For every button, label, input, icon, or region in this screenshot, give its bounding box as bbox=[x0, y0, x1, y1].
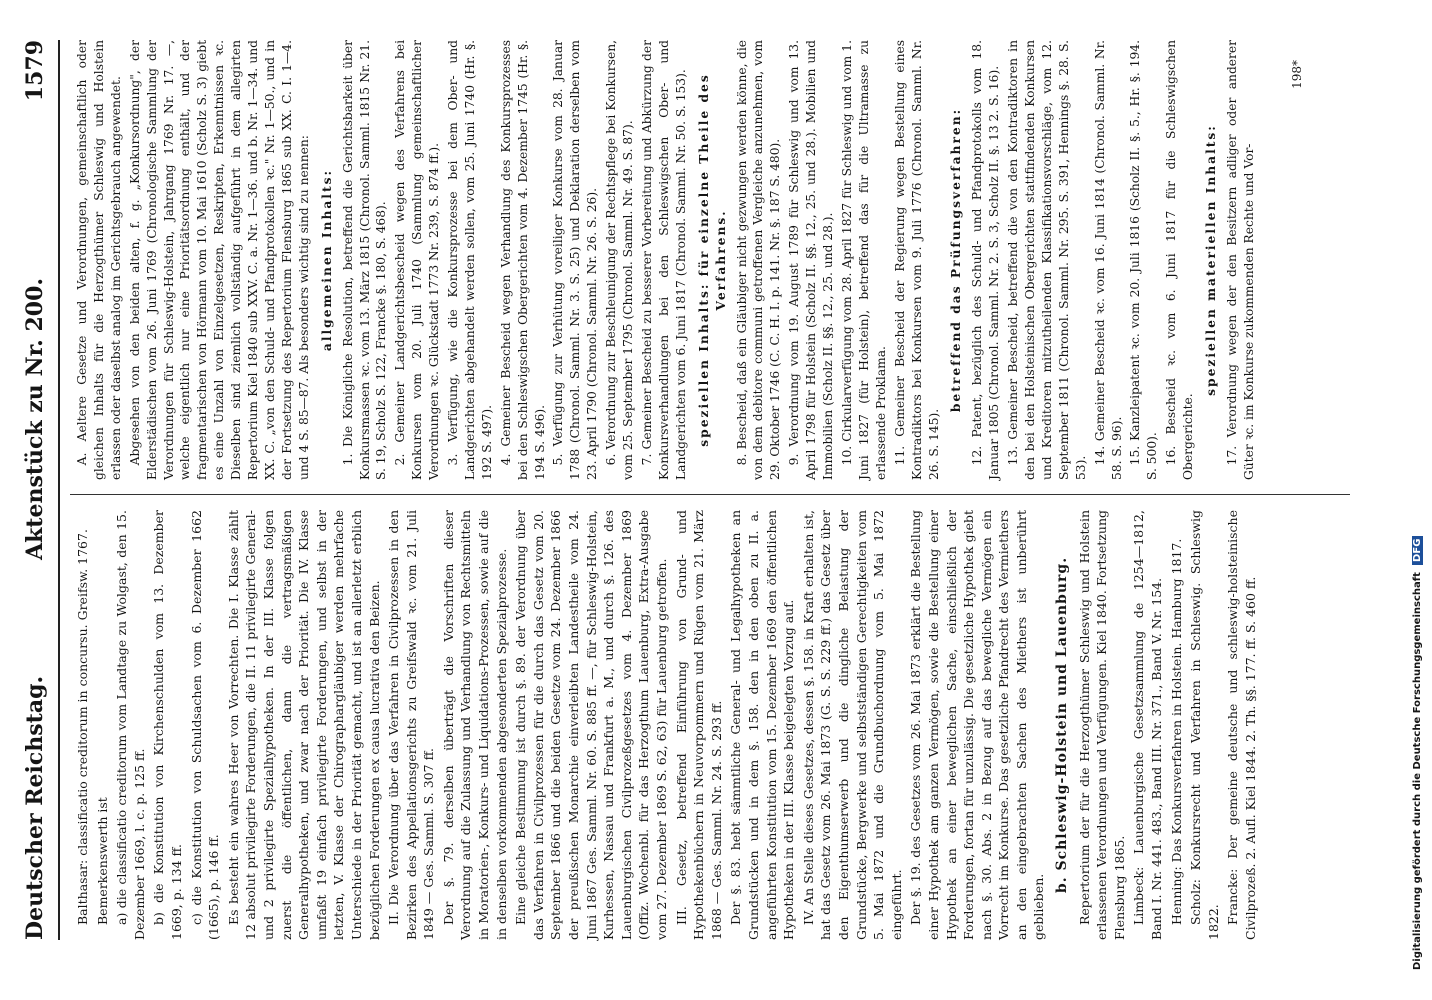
header-center: Aktenstück zu Nr. 200. bbox=[22, 277, 48, 560]
paragraph: Der §. 79. derselben überträgt die Vorschriften dieser Verordnung auf die Zulassung und Verhandlung von Rechtsmitteln in Moratorien-, Konkurs- und Liquidations-Prozessen, sowie auf die in denselben vorkommenden abgesonderten Spezialprozesse. bbox=[440, 510, 509, 940]
paragraph: 14. Gemeiner Bescheid ꝛc. vom 16. Juni 1814 (Chronol. Samml. Nr. 58. S. 96). bbox=[1092, 40, 1124, 480]
paragraph: a) die classificatio creditorum vom Landtage zu Wolgast, den 15. Dezember 1669, l. c. p. 125 ff. bbox=[114, 510, 147, 940]
header-left: Deutscher Reichstag. bbox=[22, 675, 48, 940]
subsection-heading: speziellen materiellen Inhalts: bbox=[1203, 124, 1219, 396]
page-number: 1579 bbox=[22, 40, 48, 102]
paragraph: 17. Verordnung wegen der den Besitzern adliger oder anderer Güter ꝛc. im Konkurse zukommenden Rechte und Vor- bbox=[1225, 40, 1256, 480]
header-rule bbox=[58, 40, 60, 940]
paragraph: 16. Bescheid ꝛc. vom 6. Juni 1817 für die Schleswigschen Obergerichte. bbox=[1164, 40, 1196, 480]
paragraph: Der §. 83. hebt sämmtliche General- und Legalhypotheken an Grundstücken und in dem §. 158. den in den oben zu II. a. angeführten Konstitution vom 15. Dezember 1669 den öffentlichen Hypotheken in der III. Klasse beigelegten Vorzug auf. bbox=[728, 510, 797, 940]
paragraph: 1. Die Königliche Resolution, betreffend die Gerichtsbarkeit über Konkursmassen ꝛc. vom 13. März 1815 (Chronol. Samml. 1815 Nr. 21. S. 19, Scholz S. 122, Francke §. 180, S. 468). bbox=[340, 40, 389, 480]
paragraph: Balthasar: classificatio creditorum in concursu. Greifsw. 1767. bbox=[75, 529, 90, 925]
subsection-heading: betreffend das Prüfungsverfahren: bbox=[948, 107, 964, 413]
right-column bbox=[74, 40, 1260, 480]
subsection-heading: speziellen Inhalts: für einzelne Theile des Verfahrens. bbox=[695, 73, 728, 447]
paragraph: Francke: Der gemeine deutsche und schleswig-holsteinische Civilprozeß. 2. Aufl. Kiel 1844. 2. Th. §§. 177. ff. S. 460 ff. bbox=[1225, 510, 1258, 940]
paragraph: Eine gleiche Bestimmung ist durch §. 89. der Verordnung über das Verfahren in Civilprozessen für die durch das Gesetz vom 20. September 1866 und die beiden Gesetze vom 24. Dezember 1866 der preußischen Monarchie einverleibten Landestheile vom 24. Juni 1867 Ges. Samml. Nr. 60. S. 885 ff. —, für Schleswig-Holstein, Kurhessen, Nassau und Frankfurt a. M., und durch §. 126. des Lauenburgischen Civilprozeßgesetzes vom 4. Dezember 1869 (Offiz. Wochenbl. für das Herzogthum Lauenburg, Extra-Ausgabe vom 27. Dezember 1869 S. 62, 63) für Lauenburg getroffen. bbox=[513, 510, 669, 940]
paragraph: c) die Konstitution von Schuldsachen vom 6. Dezember 1662 (1665), p. 146 ff. bbox=[188, 510, 222, 940]
paragraph: IV. An Stelle dieses Gesetzes, dessen §. 158. in Kraft erhalten ist, hat das Gesetz vom 26. Mai 1873 (G. S. S. 229 ff.) das Gesetz über den Eigenthumserwerb und die dingliche Belastung der Grundstücke, Bergwerke und selbstständigen Gerechtigkeiten vom 5. Mai 1872 und die Grundbuchordnung vom 5. Mai 1872 eingeführt. bbox=[800, 510, 904, 940]
paragraph: Limbeck: Lauenburgische Gesetzsammlung de 1254—1812, Band I. Nr. 441. 483., Band III. Nr. 371., Band V. Nr. 154. bbox=[1131, 510, 1165, 940]
paragraph: 6. Verordnung zur Beschleunigung der Rechtspflege bei Konkursen, vom 25. September 1795 (Chronol. Samml. Nr. 49. S. 87). bbox=[604, 40, 636, 480]
section-heading: b. Schleswig-Holstein und Lauenburg. bbox=[1054, 556, 1071, 894]
paragraph: II. Die Verordnung über das Verfahren in Civilprozessen in den Bezirken des Appellationsgerichts zu Greifswald ꝛc. vom 21. Juli 1849 — Ges. Samml. S. 307 ff. bbox=[386, 510, 437, 940]
column-divider bbox=[70, 494, 1350, 495]
dfg-sidebar bbox=[1412, 30, 1426, 970]
paragraph: Es besteht ein wahres Heer von Vorrechten. Die I. Klasse zählt 12 absolut privilegirte Forderungen, die II. 11 privilegirte General- und 2 privilegirte Spezialhypotheken. In der III. Klasse folgen zuerst die öffentlichen, dann die vertragsmäßigen Generalhypotheken, und zwar nach der Priorität. Die IV. Klasse umfaßt 19 einfach privilegirte Forderungen, und selbst in der letzten, V. Klasse der Chirographargläubiger werden mehrfache Unterschiede in der Priorität gemacht, und ist an allerletzt erblich bezüglichen Forderungen ex causa lucrativa den Beizen. bbox=[225, 510, 382, 940]
footer-signature: 198* bbox=[1290, 60, 1304, 89]
paragraph: 4. Gemeiner Bescheid wegen Verhandlung des Konkursprozesses bei den Schleswigschen Obergerichten vom 4. Dezember 1745 (Hr. §. 194 S. 496). bbox=[498, 40, 547, 480]
paragraph: b) die Konstitution von Kirchenschulden vom 13. Dezember 1669, p. 134 ff. bbox=[151, 510, 184, 940]
paragraph: 12. Patent, bezüglich des Schuld- und Pfandprotokolls vom 18. Januar 1805 (Chronol. Samml. Nr. 2. S. 3, Scholz II. §. 13 2. S. 16). bbox=[970, 40, 1002, 480]
paragraph: 11. Gemeiner Bescheid der Regierung wegen Bestellung eines Kontradiktors bei Konkursen vom 9. Juli 1776 (Chronol. Samml. Nr. 26. S. 145). bbox=[892, 40, 941, 480]
paragraph: 9. Verordnung vom 19. August 1789 für Schleswig und vom 13. April 1798 für Holstein (Scholz II. §§. 12., 25. und 28.). Mobilien und Immobilien (Scholz II. §§. 12., 25. und 28.). bbox=[787, 40, 836, 480]
paragraph: 2. Gemeiner Landgerichtsbescheid wegen des Verfahrens bei Konkursen vom 20. Juli 1740 (Sammlung gemeinschaftlicher Verordnungen ꝛc. Glückstadt 1773 Nr. 239, S. 874 ff.). bbox=[393, 40, 442, 480]
paragraph: 5. Verfügung zur Verhütung voreiliger Konkurse vom 28. Januar 1788 (Chronol. Samml. Nr. 3. S. 25) und Deklaration derselben vom 23. April 1790 (Chronol. Samml. Nr. 26. S. 26). bbox=[551, 40, 600, 480]
paragraph: 3. Verfügung, wie die Konkursprozesse bei dem Ober- und Landgerichten abgehandelt werden sollen, vom 25. Juni 1740 (Hr. §. 192 S. 497). bbox=[446, 40, 494, 480]
paragraph: 7. Gemeiner Bescheid zu besserer Vorbereitung und Abkürzung der Konkursverhandlungen bei den Schleswigschen Ober- und Landgerichten vom 6. Juni 1817 (Chronol. Samml. Nr. 50. S. 153). bbox=[640, 40, 688, 480]
dfg-note-text: Digitalisierung gefördert durch die Deutsche Forschungsgemeinschaft bbox=[1412, 572, 1423, 970]
paragraph: Scholz: Konkursrecht und Verfahren in Schleswig. Schleswig 1822. bbox=[1188, 510, 1221, 940]
paragraph: A. Aeltere Gesetze und Verordnungen, gemeinschaftlich oder gleichen Inhalts für die Herzogthümer Schleswig und Holstein erlassen oder daselbst analog im Gerichtsgebrauch angewendet. bbox=[75, 40, 123, 480]
subsection-heading: allgemeinen Inhalts: bbox=[318, 168, 334, 352]
dfg-logo: DFG bbox=[1412, 536, 1423, 565]
running-header bbox=[22, 40, 58, 940]
paragraph: 10. Cirkularverfügung vom 28. April 1827 für Schleswig und vom 1. Juni 1827 (für Holstein), betreffend das für die Ultramasse zu erlassende Proklama. bbox=[839, 40, 888, 480]
left-column bbox=[74, 510, 1262, 940]
paragraph: Bemerkenswerth ist bbox=[94, 797, 110, 925]
paragraph: Der §. 19. des Gesetzes vom 26. Mai 1873 erklärt die Bestellung einer Hypothek am ganzen Vermögen, sowie die Bestellung einer Hypothek an einer beweglichen Sache, einschließlich der Forderungen, fortan für unzulässig. Die gesetzliche Hypothek giebt nach §. 30. Abs. 2 in Bezug auf das bewegliche Vermögen ein Vorrecht im Konkurse. Das gesetzliche Pfandrecht des Vermiethers an den eingebrachten Sachen des Miethers ist unberührt geblieben. bbox=[908, 510, 1047, 940]
paragraph: III. Gesetz, betreffend Einführung von Grund- und Hypothekenbüchern in Neuvorpommern und Rügen vom 21. März 1868 — Ges. Samml. Nr. 24. S. 293 ff. bbox=[673, 510, 724, 940]
paragraph: Repertorium der für die Herzogthümer Schleswig und Holstein erlassenen Verordnungen und Verfügungen. Kiel 1840. Fortsetzung Flensburg 1865. bbox=[1076, 510, 1127, 940]
paragraph: 8. Bescheid, daß ein Gläubiger nicht gezwungen werden könne, die von dem debitore communi getroffenen Vergleiche anzunehmen, vom 29. Oktober 1746 (C. C. H. I. p. 141. Nr. §. 187 S. 480). bbox=[734, 40, 783, 480]
paragraph: 15. Kanzleipatent ꝛc. vom 20. Juli 1816 (Scholz II. §. 5., Hr. §. 194. S. 500). bbox=[1128, 40, 1160, 480]
paragraph: Abgesehen von den beiden alten, f. g. „Konkursordnung", der Elderstädischen vom 26. Juni 1769 (Chronologische Sammlung der Verordnungen für Schleswig-Holstein, Jahrgang 1769 Nr. 17. —, welche eigentlich nur eine Prioritätsordnung enthält, und der fragmentarischen von Hörmann vom 10. Mai 1610 (Scholz S. 3) giebt es eine Unzahl von Einzelgesetzen, Reskripten, Erkenntnissen ꝛc. Dieselben sind ziemlich vollständig aufgeführt in dem allegirten Repertorium Kiel 1840 sub XXV. C. a. Nr. 1—36. und b. Nr. 1—34. und XX. C. „von den Schuld- und Pfandprotokollen ꝛc." Nr. 1—50., und in der Fortsetzung des Repertorium Flensburg 1865 sub XX. C. I. 1—4. und 4 S. 85—87. Als besonders wichtig sind zu nennen: bbox=[127, 40, 311, 480]
paragraph: 13. Gemeiner Bescheid, betreffend die von den Kontradiktoren in den bei den Holsteinischen Obergerichten stattfindenden Konkursen und Kreditoren mitzutheilenden Klassifikationsvorschläge, vom 12. September 1811 (Chronol. Samml. Nr. 295. S. 391, Hennings §. 28. S. 53). bbox=[1006, 40, 1088, 480]
paragraph: Henning: Das Konkursverfahren in Holstein. Hamburg 1817. bbox=[1168, 538, 1184, 925]
